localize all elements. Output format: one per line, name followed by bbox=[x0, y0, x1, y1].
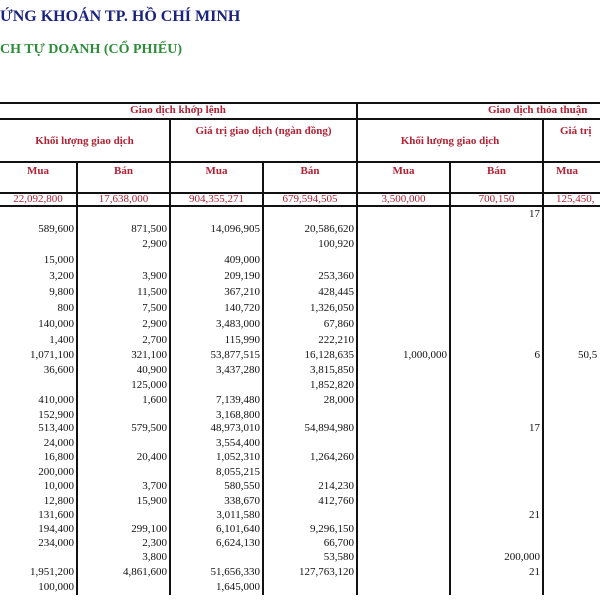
column-divider bbox=[449, 161, 451, 595]
table-cell: 36,600 bbox=[43, 364, 74, 376]
table-cell: 24,000 bbox=[43, 437, 74, 449]
table-cell: 8,055,215 bbox=[216, 466, 260, 478]
header-sell: Bán bbox=[300, 165, 320, 177]
table-cell: 3,815,850 bbox=[310, 364, 354, 376]
table-cell: 17 bbox=[529, 422, 540, 434]
table-cell: 214,230 bbox=[318, 480, 354, 492]
table-cell: 3,800 bbox=[142, 551, 167, 563]
table-cell: 115,990 bbox=[224, 334, 260, 346]
header-buy: Mua bbox=[205, 165, 228, 177]
table-cell: 20,400 bbox=[136, 451, 167, 463]
header-value: Giá trị giao dịch (ngàn đồng) bbox=[195, 125, 332, 137]
total-cell: 904,355,271 bbox=[189, 193, 244, 205]
table-cell: 125,000 bbox=[131, 379, 167, 391]
table-cell: 367,210 bbox=[224, 286, 260, 298]
table-cell: 412,760 bbox=[318, 495, 354, 507]
table-cell: 15,000 bbox=[43, 254, 74, 266]
table-cell: 17 bbox=[529, 208, 540, 220]
header-negotiated: Giao dịch thỏa thuận bbox=[488, 104, 588, 116]
table-cell: 321,100 bbox=[131, 349, 167, 361]
header-buy: Mua bbox=[27, 165, 49, 177]
table-cell: 1,600 bbox=[142, 394, 167, 406]
table-cell: 589,600 bbox=[38, 223, 74, 235]
table-cell: 513,400 bbox=[38, 422, 74, 434]
table-cell: 12,800 bbox=[43, 495, 74, 507]
report-title-exchange: ỨNG KHOÁN TP. HỒ CHÍ MINH bbox=[0, 8, 241, 25]
table-cell: 53,580 bbox=[323, 551, 354, 563]
table-cell: 6 bbox=[534, 349, 540, 361]
total-cell: 3,500,000 bbox=[381, 193, 426, 205]
table-cell: 51,656,330 bbox=[210, 566, 260, 578]
table-cell: 2,900 bbox=[142, 238, 167, 250]
table-cell: 21 bbox=[529, 566, 540, 578]
table-cell: 48,973,010 bbox=[210, 422, 260, 434]
table-cell: 3,900 bbox=[142, 270, 167, 282]
header-volume-negotiated: Khối lượng giao dịch bbox=[400, 135, 500, 147]
table-cell: 209,190 bbox=[224, 270, 260, 282]
total-cell: 700,150 bbox=[478, 193, 515, 205]
total-cell: 125,450, bbox=[556, 193, 595, 205]
table-cell: 409,000 bbox=[224, 254, 260, 266]
table-cell: 1,951,200 bbox=[30, 566, 74, 578]
total-cell: 22,092,800 bbox=[13, 193, 63, 205]
table-border bbox=[0, 161, 600, 163]
total-cell: 17,638,000 bbox=[98, 193, 149, 205]
table-cell: 100,000 bbox=[38, 581, 74, 593]
table-cell: 3,700 bbox=[142, 480, 167, 492]
table-cell: 140,000 bbox=[38, 318, 74, 330]
table-cell: 580,550 bbox=[224, 480, 260, 492]
header-sell: Bán bbox=[487, 165, 506, 177]
table-cell: 3,554,400 bbox=[216, 437, 260, 449]
table-cell: 131,600 bbox=[38, 509, 74, 521]
table-cell: 410,000 bbox=[38, 394, 74, 406]
table-cell: 2,700 bbox=[142, 334, 167, 346]
header-sell: Bán bbox=[114, 165, 133, 177]
table-cell: 234,000 bbox=[38, 537, 74, 549]
table-cell: 3,011,580 bbox=[216, 509, 260, 521]
table-cell: 6,101,640 bbox=[216, 523, 260, 535]
table-cell: 253,360 bbox=[318, 270, 354, 282]
table-cell: 127,763,120 bbox=[299, 566, 354, 578]
table-cell: 1,852,820 bbox=[310, 379, 354, 391]
table-cell: 2,900 bbox=[142, 318, 167, 330]
table-cell: 200,000 bbox=[38, 466, 74, 478]
table-cell: 1,052,310 bbox=[216, 451, 260, 463]
header-buy: Mua bbox=[392, 165, 415, 177]
table-cell: 194,400 bbox=[38, 523, 74, 535]
table-cell: 9,800 bbox=[49, 286, 74, 298]
table-cell: 10,000 bbox=[43, 480, 74, 492]
table-cell: 16,128,635 bbox=[304, 349, 354, 361]
table-cell: 299,100 bbox=[131, 523, 167, 535]
table-cell: 871,500 bbox=[131, 223, 167, 235]
table-cell: 66,700 bbox=[323, 537, 354, 549]
header-matched-orders: Giao dịch khớp lệnh bbox=[130, 104, 226, 116]
table-cell: 800 bbox=[57, 302, 74, 314]
table-cell: 1,645,000 bbox=[216, 581, 260, 593]
table-cell: 428,445 bbox=[318, 286, 354, 298]
total-cell: 679,594,505 bbox=[282, 193, 338, 205]
table-cell: 222,210 bbox=[318, 334, 354, 346]
table-cell: 28,000 bbox=[323, 394, 354, 406]
table-cell: 579,500 bbox=[131, 422, 167, 434]
table-cell: 7,139,480 bbox=[216, 394, 260, 406]
table-cell: 140,720 bbox=[224, 302, 260, 314]
table-cell: 53,877,515 bbox=[210, 349, 260, 361]
table-cell: 11,500 bbox=[137, 286, 167, 298]
table-cell: 152,900 bbox=[38, 409, 74, 421]
table-cell: 1,326,050 bbox=[310, 302, 354, 314]
table-cell: 9,296,150 bbox=[310, 523, 354, 535]
table-border bbox=[0, 118, 600, 120]
header-value-negotiated: Giá trị bbox=[560, 125, 592, 137]
table-cell: 16,800 bbox=[43, 451, 74, 463]
table-cell: 3,200 bbox=[49, 270, 74, 282]
table-cell: 3,168,800 bbox=[216, 409, 260, 421]
table-cell: 1,400 bbox=[49, 334, 74, 346]
table-cell: 20,586,620 bbox=[304, 223, 354, 235]
report-title-proprietary: CH TỰ DOANH (CỔ PHIẾU) bbox=[0, 42, 182, 57]
table-cell: 1,071,100 bbox=[30, 349, 74, 361]
table-cell: 2,300 bbox=[142, 537, 167, 549]
header-buy: Mua bbox=[556, 165, 578, 177]
table-cell: 54,894,980 bbox=[304, 422, 354, 434]
table-cell: 7,500 bbox=[142, 302, 167, 314]
table-cell: 3,483,000 bbox=[216, 318, 260, 330]
table-cell: 40,900 bbox=[136, 364, 167, 376]
table-cell: 14,096,905 bbox=[210, 223, 260, 235]
table-cell: 1,000,000 bbox=[403, 349, 447, 361]
table-cell: 338,670 bbox=[224, 495, 260, 507]
table-cell: 21 bbox=[529, 509, 540, 521]
table-cell: 6,624,130 bbox=[216, 537, 260, 549]
table-cell: 4,861,600 bbox=[123, 566, 167, 578]
table-cell: 100,920 bbox=[318, 238, 354, 250]
header-volume: Khối lượng giao dịch bbox=[35, 135, 134, 147]
table-cell: 200,000 bbox=[504, 551, 540, 563]
table-cell: 1,264,260 bbox=[310, 451, 354, 463]
table-cell: 67,860 bbox=[323, 318, 354, 330]
table-cell: 15,900 bbox=[136, 495, 167, 507]
table-cell: 3,437,280 bbox=[216, 364, 260, 376]
table-cell: 50,5 bbox=[578, 349, 598, 361]
